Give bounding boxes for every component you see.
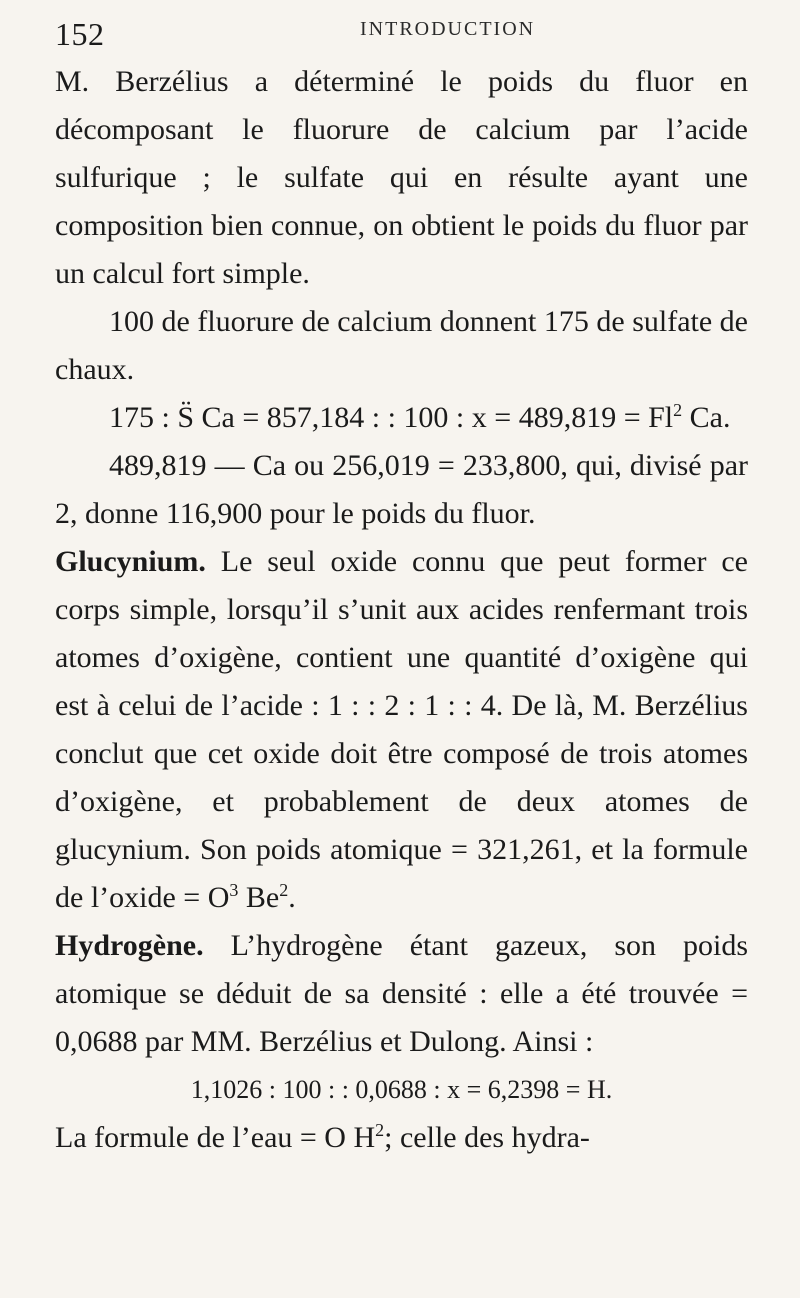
paragraph-fluor-equation	[55, 394, 748, 442]
page-header	[55, 0, 748, 58]
glucynium-text-end: .	[288, 881, 296, 914]
glucynium-text: Le seul oxide connu que peut former ce corps simple, lorsqu’il s’unit aux acides renfermant trois atomes d’oxigène, contient une quantité d’oxigène qui est à celui de l’acide : 1 : : 2 : 1 : : 4. De là, M. Berzélius conclut que cet oxide doit être composé de trois atomes d’oxigène, et probablement de deux atomes de glucynium. Son poids atomique = 321,261, et la formule de l’oxide = O	[55, 545, 748, 914]
water-formula-text-end: ; celle des hydra-	[384, 1121, 590, 1154]
paragraph-glucynium	[55, 538, 748, 922]
superscript: 2	[375, 1120, 385, 1140]
paragraph-water-formula	[55, 1114, 748, 1162]
body-text	[55, 58, 748, 1162]
equation-text-end: Ca.	[682, 401, 731, 434]
equation-text: 175 : S̈ Ca = 857,184 : : 100 : x = 489,819 = Fl	[109, 401, 674, 434]
hydrogene-text: L’hydrogène étant gazeux, son poids atomique se déduit de sa densité : elle a été trouvée = 0,0688 par MM. Berzélius et Dulong. Ainsi :	[55, 929, 748, 1058]
section-title-hydrogene: Hydrogène.	[55, 929, 204, 962]
section-title-glucynium: Glucynium.	[55, 545, 206, 578]
hydrogen-equation: 1,1026 : 100 : : 0,0688 : x = 6,2398 = H.	[190, 1075, 613, 1104]
running-head: INTRODUCTION	[360, 18, 536, 40]
paragraph-hydrogene	[55, 922, 748, 1066]
page-number: 152	[55, 16, 105, 52]
glucynium-text-mid: Be	[238, 881, 280, 914]
superscript: 3	[229, 880, 239, 900]
paragraph-fluor-method: M. Berzélius a déterminé le poids du fluor en décomposant le fluorure de calcium par l’acide sulfurique ; le sulfate qui en résulte ayant une composition bien connue, on obtient le poids du fluor par un calcul fort simple.	[55, 65, 748, 290]
superscript: 2	[279, 880, 289, 900]
superscript: 2	[673, 400, 683, 420]
paragraph-fluor-weight: 489,819 — Ca ou 256,019 = 233,800, qui, divisé par 2, donne 116,900 pour le poids du fluor.	[55, 449, 748, 530]
water-formula-text: La formule de l’eau = O H	[55, 1121, 376, 1154]
paragraph-fluorure-ratio: 100 de fluorure de calcium donnent 175 de sulfate de chaux.	[55, 305, 748, 386]
